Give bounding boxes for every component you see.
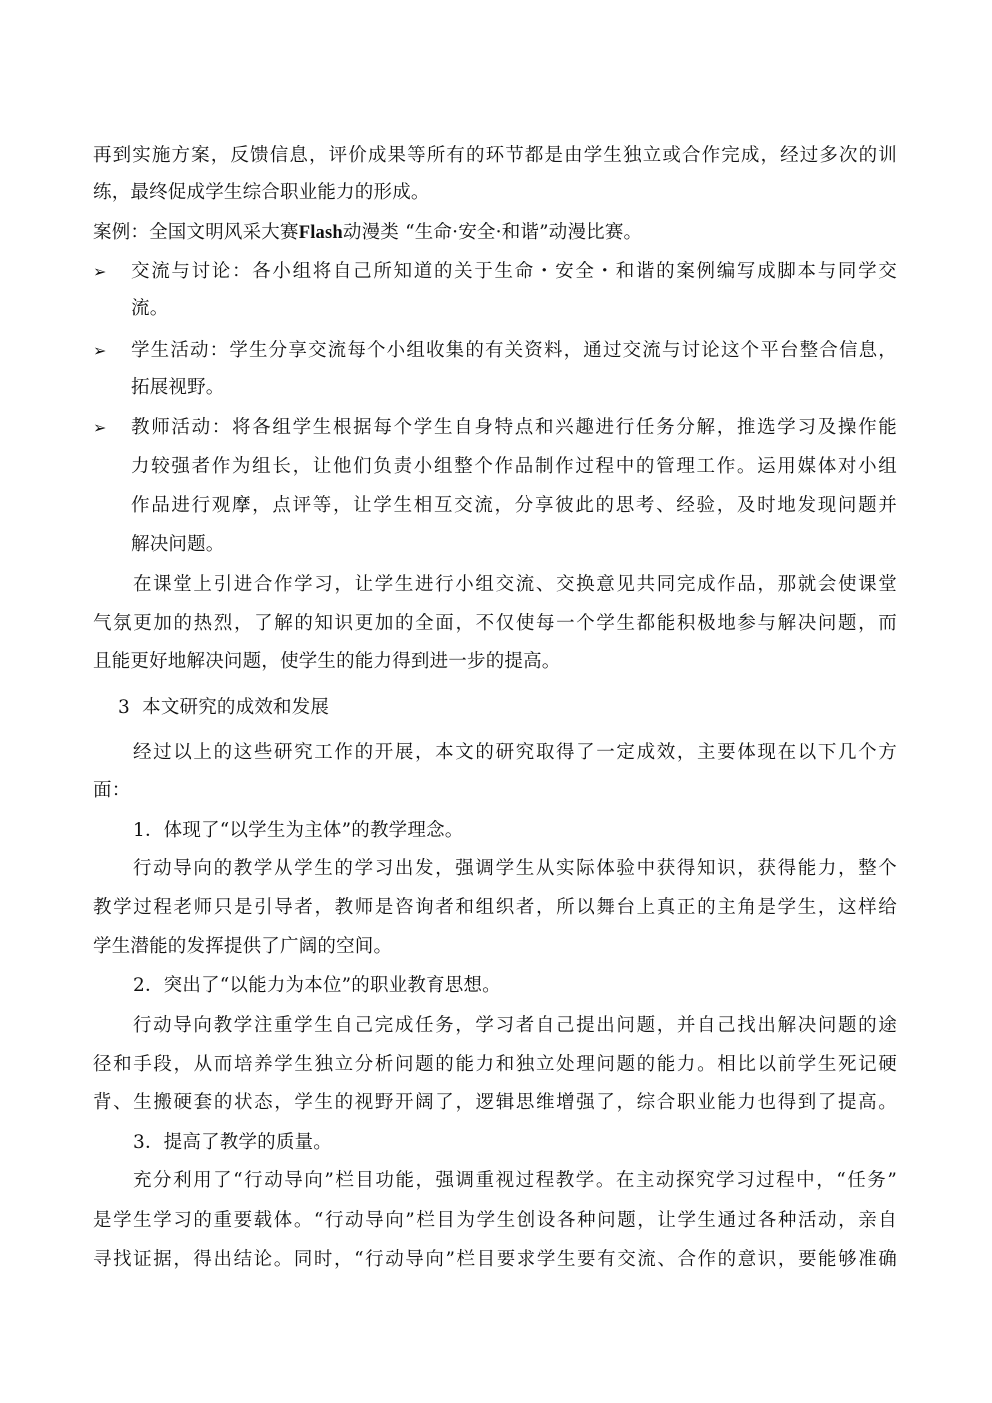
paragraph-line: 练，最终促成学生综合职业能力的形成。 bbox=[93, 182, 430, 203]
paragraph-line: 教学过程老师只是引导者，教师是咨询者和组织者，所以舞台上真正的主角是学生，这样给 bbox=[93, 897, 897, 918]
paragraph-line: 再到实施方案，反馈信息，评价成果等所有的环节都是由学生独立或合作完成，经过多次的训 bbox=[93, 145, 897, 166]
bullet-line: 学生活动：学生分享交流每个小组收集的有关资料，通过交流与讨论这个平台整合信息， bbox=[131, 340, 897, 361]
arrow-bullet-icon: ➢ bbox=[93, 418, 107, 437]
bullet-line: 拓展视野。 bbox=[131, 377, 225, 398]
point-title: 3．提高了教学的质量。 bbox=[133, 1132, 332, 1153]
paragraph-line: 是学生学习的重要载体。“行动导向”栏目为学生创设各种问题，让学生通过各种活动，亲自 bbox=[93, 1210, 897, 1231]
paragraph-line: 经过以上的这些研究工作的开展，本文的研究取得了一定成效，主要体现在以下几个方 bbox=[133, 742, 897, 763]
section-heading: 3 本文研究的成效和发展 bbox=[118, 697, 330, 718]
paragraph-line: 寻找证据，得出结论。同时，“行动导向”栏目要求学生要有交流、合作的意识，要能够准确 bbox=[93, 1249, 897, 1270]
paragraph-line: 行动导向的教学从学生的学习出发，强调学生从实际体验中获得知识，获得能力，整个 bbox=[133, 858, 897, 879]
case-line bbox=[93, 221, 642, 245]
paragraph-line: 学生潜能的发挥提供了广阔的空间。 bbox=[93, 936, 393, 957]
paragraph-line: 径和手段，从而培养学生独立分析问题的能力和独立处理问题的能力。相比以前学生死记硬 bbox=[93, 1054, 897, 1075]
bullet-line: 教师活动：将各组学生根据每个学生自身特点和兴趣进行任务分解，推选学习及操作能 bbox=[131, 417, 897, 438]
bullet-line: 解决问题。 bbox=[131, 534, 225, 555]
paragraph-line: 在课堂上引进合作学习，让学生进行小组交流、交换意见共同完成作品，那就会使课堂 bbox=[133, 574, 897, 595]
paragraph-line: 行动导向教学注重学生自己完成任务，学习者自己提出问题，并自己找出解决问题的途 bbox=[133, 1015, 897, 1036]
point-title: 1．体现了“以学生为主体”的教学理念。 bbox=[133, 820, 464, 841]
case-suffix: 动漫类 “生命·安全·和谐”动漫比赛。 bbox=[342, 222, 643, 243]
arrow-bullet-icon: ➢ bbox=[93, 262, 107, 281]
point-title: 2．突出了“以能力为本位”的职业教育思想。 bbox=[133, 975, 501, 996]
bullet-line: 力较强者作为组长，让他们负责小组整个作品制作过程中的管理工作。运用媒体对小组 bbox=[131, 456, 897, 477]
case-prefix: 案例：全国文明风采大赛 bbox=[93, 222, 299, 243]
bullet-line: 交流与讨论：各小组将自己所知道的关于生命・安全・和谐的案例编写成脚本与同学交 bbox=[131, 261, 897, 282]
paragraph-line: 背、生搬硬套的状态，学生的视野开阔了，逻辑思维增强了，综合职业能力也得到了提高。 bbox=[93, 1092, 897, 1113]
paragraph-line: 面： bbox=[93, 780, 131, 801]
bullet-line: 作品进行观摩，点评等，让学生相互交流，分享彼此的思考、经验，及时地发现问题并 bbox=[131, 495, 897, 516]
arrow-bullet-icon: ➢ bbox=[93, 341, 107, 360]
paragraph-line: 气氛更加的热烈，了解的知识更加的全面，不仅使每一个学生都能积极地参与解决问题，而 bbox=[93, 613, 897, 634]
bullet-line: 流。 bbox=[131, 298, 169, 319]
paragraph-line: 充分利用了“行动导向”栏目功能，强调重视过程教学。在主动探究学习过程中，“任务” bbox=[133, 1170, 897, 1191]
case-bold-word: Flash bbox=[298, 223, 343, 243]
paragraph-line: 且能更好地解决问题，使学生的能力得到进一步的提高。 bbox=[93, 651, 561, 672]
